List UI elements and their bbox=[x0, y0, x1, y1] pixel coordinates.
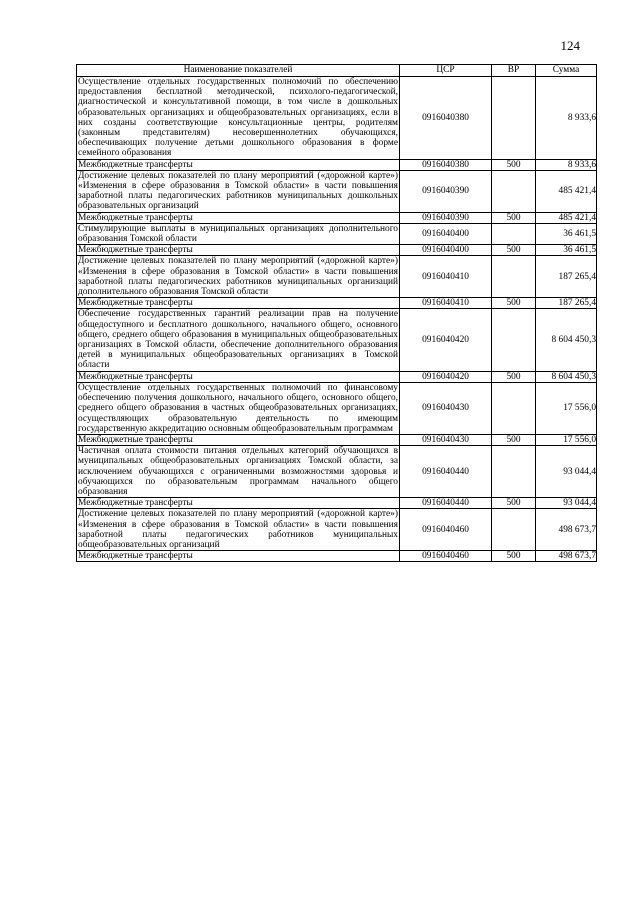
row-vr bbox=[492, 446, 536, 498]
row-csr: 0916040390 bbox=[400, 212, 492, 223]
row-vr bbox=[492, 223, 536, 244]
row-csr: 0916040460 bbox=[400, 509, 492, 551]
budget-table bbox=[76, 64, 597, 562]
header-vr: ВР bbox=[492, 65, 536, 77]
row-sum: 93 044,4 bbox=[536, 446, 597, 498]
row-csr: 0916040410 bbox=[400, 298, 492, 309]
row-vr bbox=[492, 77, 536, 160]
table-row bbox=[77, 245, 597, 256]
row-csr: 0916040420 bbox=[400, 309, 492, 371]
row-sum: 8 604 450,3 bbox=[536, 309, 597, 371]
row-csr: 0916040400 bbox=[400, 245, 492, 256]
table-row bbox=[77, 509, 597, 551]
row-vr: 500 bbox=[492, 551, 536, 562]
row-sum: 187 265,4 bbox=[536, 256, 597, 298]
header-sum: Сумма bbox=[536, 65, 597, 77]
row-csr: 0916040440 bbox=[400, 446, 492, 498]
table-row bbox=[77, 256, 597, 298]
row-sum: 17 556,0 bbox=[536, 434, 597, 445]
table-row bbox=[77, 170, 597, 212]
row-vr bbox=[492, 382, 536, 434]
row-vr: 500 bbox=[492, 159, 536, 170]
row-sum: 498 673,7 bbox=[536, 509, 597, 551]
table-row bbox=[77, 371, 597, 382]
row-vr bbox=[492, 256, 536, 298]
row-vr: 500 bbox=[492, 212, 536, 223]
row-vr bbox=[492, 170, 536, 212]
row-vr bbox=[492, 309, 536, 371]
table-row bbox=[77, 434, 597, 445]
header-csr: ЦСР bbox=[400, 65, 492, 77]
row-csr: 0916040430 bbox=[400, 382, 492, 434]
row-name: Межбюджетные трансферты bbox=[77, 245, 400, 256]
row-name: Стимулирующие выплаты в муниципальных организациях дополнительного образования Томской области bbox=[78, 223, 398, 245]
row-vr: 500 bbox=[492, 498, 536, 509]
table-row bbox=[77, 551, 597, 562]
row-vr: 500 bbox=[492, 298, 536, 309]
row-name: Достижение целевых показателей по плану мероприятий («дорожной карте») «Изменения в сфере образования в Томской области» в части повышения заработной платы педагогических работников муниципальных организаций дополнительного образования Томской области bbox=[78, 256, 398, 298]
row-name: Достижение целевых показателей по плану мероприятий («дорожной карте») «Изменения в сфере образования в Томской области» в части повышения заработной платы педагогических работников муниципальных общеобразовательных организаций bbox=[78, 509, 398, 550]
row-name: Частичная оплата стоимости питания отдельных категорий обучающихся в муниципальных общеобразовательных организациях Томской области, за исключением обучающихся с ограниченными возможностями здоровья и обучающихся по образовательным программам начального общего образования bbox=[78, 446, 398, 497]
row-csr: 0916040420 bbox=[400, 371, 492, 382]
row-name: Осуществление отдельных государственных полномочий по финансовому обеспечению получения дошкольного, начального общего, основного общего, среднего общего образования в частных общеобразовательных организациях, осуществляющих образовательную деятельность по имеющим государственную аккредитацию основным общеобразовательным программам bbox=[78, 382, 398, 434]
row-sum: 93 044,4 bbox=[536, 498, 597, 509]
row-sum: 187 265,4 bbox=[536, 298, 597, 309]
row-sum: 8 933,6 bbox=[536, 159, 597, 170]
row-name: Межбюджетные трансферты bbox=[77, 371, 400, 382]
row-vr: 500 bbox=[492, 434, 536, 445]
row-sum: 8 933,6 bbox=[536, 77, 597, 160]
table-row bbox=[77, 223, 597, 244]
row-sum: 498 673,7 bbox=[536, 551, 597, 562]
row-csr: 0916040460 bbox=[400, 551, 492, 562]
table-row bbox=[77, 298, 597, 309]
row-csr: 0916040440 bbox=[400, 498, 492, 509]
page-number: 124 bbox=[560, 38, 580, 53]
row-csr: 0916040410 bbox=[400, 256, 492, 298]
row-name: Межбюджетные трансферты bbox=[77, 212, 400, 223]
row-name: Достижение целевых показателей по плану мероприятий («дорожной карте») «Изменения в сфере образования в Томской области» в части повышения заработной платы педагогических работников муниципальных дошкольных образовательных организаций bbox=[78, 170, 398, 212]
row-vr: 500 bbox=[492, 245, 536, 256]
table-header-row bbox=[77, 65, 597, 77]
row-sum: 485 421,4 bbox=[536, 170, 597, 212]
row-csr: 0916040400 bbox=[400, 223, 492, 244]
row-name: Межбюджетные трансферты bbox=[77, 551, 400, 562]
table-row bbox=[77, 382, 597, 434]
table-row bbox=[77, 212, 597, 223]
row-name: Межбюджетные трансферты bbox=[77, 434, 400, 445]
row-name: Межбюджетные трансферты bbox=[77, 159, 400, 170]
table-row bbox=[77, 498, 597, 509]
row-sum: 485 421,4 bbox=[536, 212, 597, 223]
row-vr bbox=[492, 509, 536, 551]
row-sum: 8 604 450,3 bbox=[536, 371, 597, 382]
row-name: Межбюджетные трансферты bbox=[77, 498, 400, 509]
row-vr: 500 bbox=[492, 371, 536, 382]
row-sum: 17 556,0 bbox=[536, 382, 597, 434]
row-sum: 36 461,5 bbox=[536, 245, 597, 256]
table-row bbox=[77, 446, 597, 498]
row-sum: 36 461,5 bbox=[536, 223, 597, 244]
table-row bbox=[77, 159, 597, 170]
header-name: Наименование показателей bbox=[77, 65, 400, 77]
row-csr: 0916040390 bbox=[400, 170, 492, 212]
row-name: Осуществление отдельных государственных полномочий по обеспечению предоставления бесплатной методической, психолого-педагогической, диагностической и консультативной помощи, в том числе в дошкольных образовательных организациях и общеобразовательных организациях, если в них созданы соответствующие консультационные центры, родителям (законным представителям) несовершеннолетних обучающихся, обеспечивающих получение детьми дошкольного образования в форме семейного образования bbox=[78, 77, 398, 159]
row-name: Межбюджетные трансферты bbox=[77, 298, 400, 309]
row-csr: 0916040430 bbox=[400, 434, 492, 445]
table-row bbox=[77, 309, 597, 371]
row-csr: 0916040380 bbox=[400, 159, 492, 170]
row-name: Обеспечение государственных гарантий реализации прав на получение общедоступного и бесплатного дошкольного, начального общего, основного общего, среднего общего образования в муниципальных общеобразовательных организациях в Томской области, обеспечение дополнительного образования детей в муниципальных общеобразовательных организациях в Томской области bbox=[78, 309, 398, 371]
table-row bbox=[77, 77, 597, 160]
row-csr: 0916040380 bbox=[400, 77, 492, 160]
